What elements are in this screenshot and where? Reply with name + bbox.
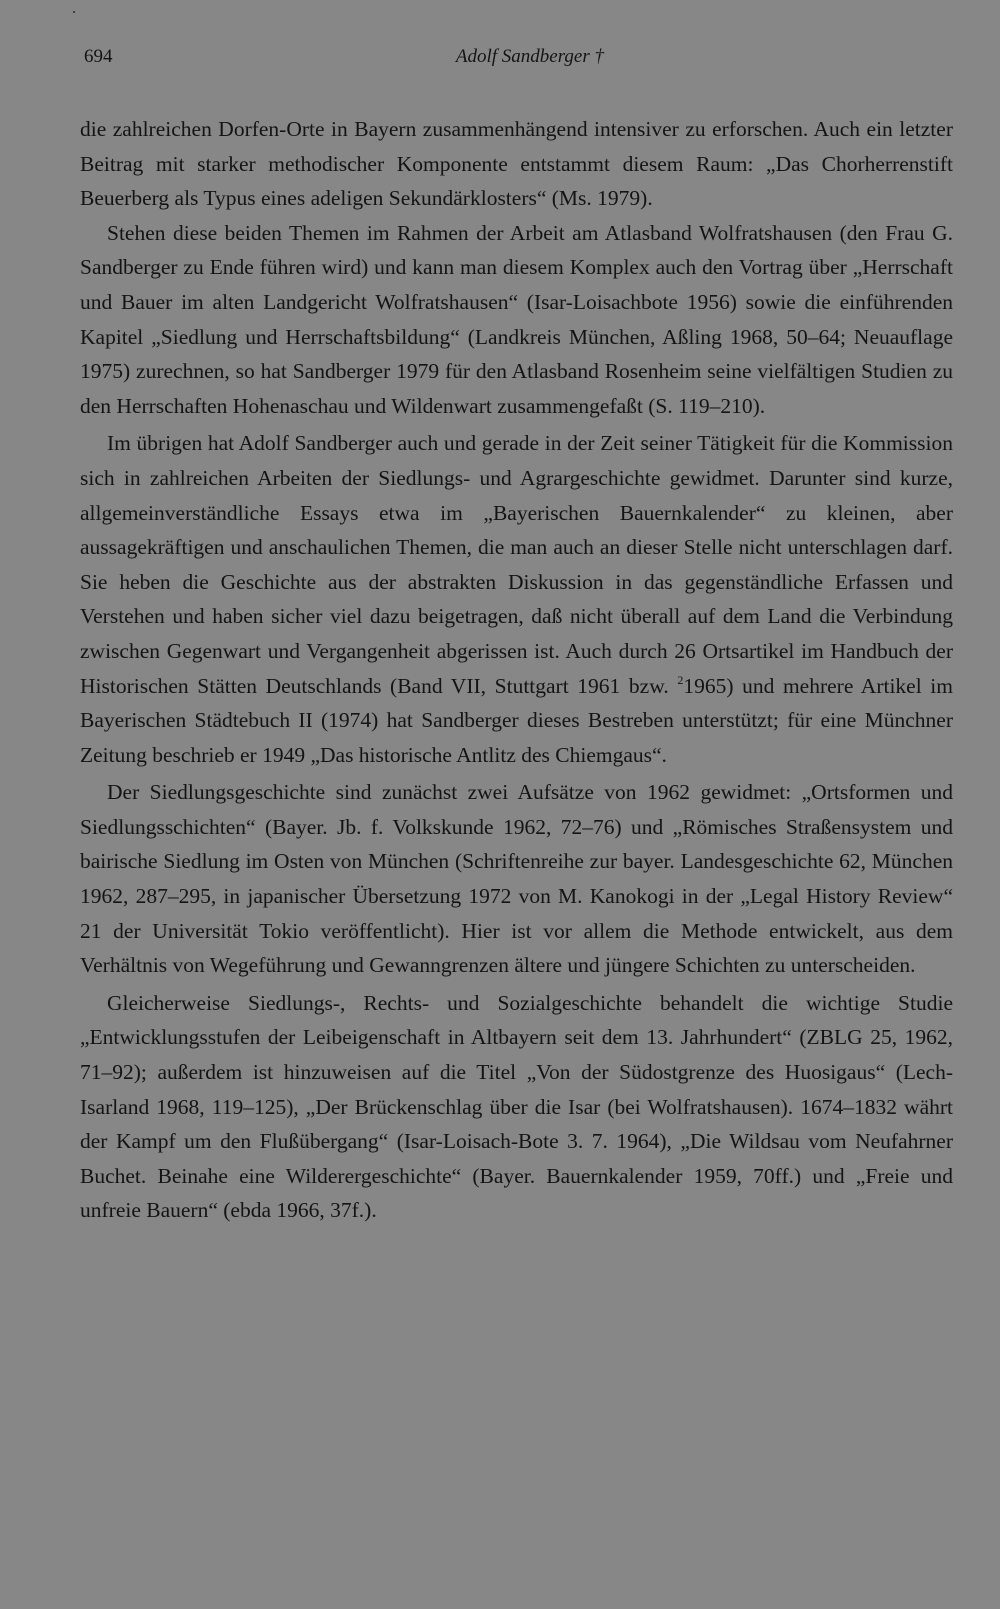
paragraph-5: Gleicherweise Siedlungs-, Rechts- und Sozialgeschichte behandelt die wichtige Studie „Entwicklungsstufen der Leibeigenschaft in Altbayern seit dem 13. Jahrhundert“ (ZBLG 25, 1962, 71–92); außerdem ist hinzuweisen auf die Titel „Von der Südostgrenze des Huosigaus“ (Lech-Isarland 1968, 119–125), „Der Brückenschlag über die Isar (bei Wolfratshausen). 1674–1832 währt der Kampf um den Flußübergang“ (Isar-Loisach-Bote 3. 7. 1964), „Die Wildsau vom Neufahrner Buchet. Beinahe eine Wilderergeschichte“ (Bayer. Bauernkalender 1959, 70ff.) und „Freie und unfreie Bauern“ (ebda 1966, 37f.). [80, 990, 953, 1223]
paragraph-1: die zahlreichen Dorfen-Orte in Bayern zusammenhängend intensiver zu erforschen. Auch ein letzter Beitrag mit starker methodischer Komponente entstammt diesem Raum: „Das Chorherrenstift Beuerberg als Typus eines adeligen Sekundärklosters“ (Ms. 1979). [80, 117, 953, 211]
paragraph-4: Der Siedlungsgeschichte sind zunächst zwei Aufsätze von 1962 gewidmet: „Ortsformen und Siedlungsschichten“ (Bayer. Jb. f. Volkskunde 1962, 72–76) und „Römisches Straßensystem und bairische Siedlung im Osten von München (Schriftenreihe zur bayer. Landesgeschichte 62, München 1962, 287–295, in japanischer Übersetzung 1972 von M. Kanokogi in der „Legal History Review“ 21 der Universität Tokio veröffentlicht). Hier ist vor allem die Methode entwickelt, aus dem Verhältnis von Wegeführung und Gewanngrenzen ältere und jüngere Schichten zu unterscheiden. [80, 780, 953, 978]
page-number: 694 [84, 46, 113, 67]
page-header [84, 46, 604, 76]
paragraph-3-text-b: 1965) und mehrere Artikel im Bayerischen Städtebuch II (1974) hat Sandberger dieses Bestreben unterstützt; für eine Münchner Zeitung beschrieb er 1949 „Das historische Antlitz des Chiemgaus“. [80, 673, 954, 767]
scan-speck [73, 11, 75, 13]
paragraph-3 [80, 426, 953, 772]
body-text [80, 112, 953, 1228]
edition-superscript: 2 [677, 672, 684, 687]
paragraph-3-text-a: Im übrigen hat Adolf Sandberger auch und gerade in der Zeit seiner Tätigkeit für die Kommission sich in zahlreichen Arbeiten der Siedlungs- und Agrargeschichte gewidmet. Darunter sind kurze, allgemeinverständliche Essays etwa im „Bayerischen Bauernkalender“ zu kleinen, aber aussagekräftigen und anschaulichen Themen, die man auch an dieser Stelle nicht unterschlagen darf. Sie heben die Geschichte aus der abstrakten Diskussion in das gegenständliche Erfassen und Verstehen und haben sicher viel dazu beigetragen, daß nicht überall auf dem Land die Verbindung zwischen Gegenwart und Vergangenheit abgerissen ist. Auch durch 26 Ortsartikel im Handbuch der Historischen Stätten Deutschlands (Band VII, Stuttgart 1961 bzw. [80, 431, 953, 698]
paragraph-2: Stehen diese beiden Themen im Rahmen der Arbeit am Atlasband Wolfratshausen (den Frau G. Sandberger zu Ende führen wird) und kann man diesem Komplex auch den Vortrag über „Herrschaft und Bauer im alten Landgericht Wolfratshausen“ (Isar-Loisachbote 1956) sowie die einführenden Kapitel „Siedlung und Herrschaftsbildung“ (Landkreis München, Aßling 1968, 50–64; Neuauflage 1975) zurechnen, so hat Sandberger 1979 für den Atlasband Rosenheim seine vielfältigen Studien zu den Herrschaften Hohenaschau und Wildenwart zusammengefaßt (S. 119–210). [80, 220, 953, 418]
running-head: Adolf Sandberger † [455, 46, 604, 67]
